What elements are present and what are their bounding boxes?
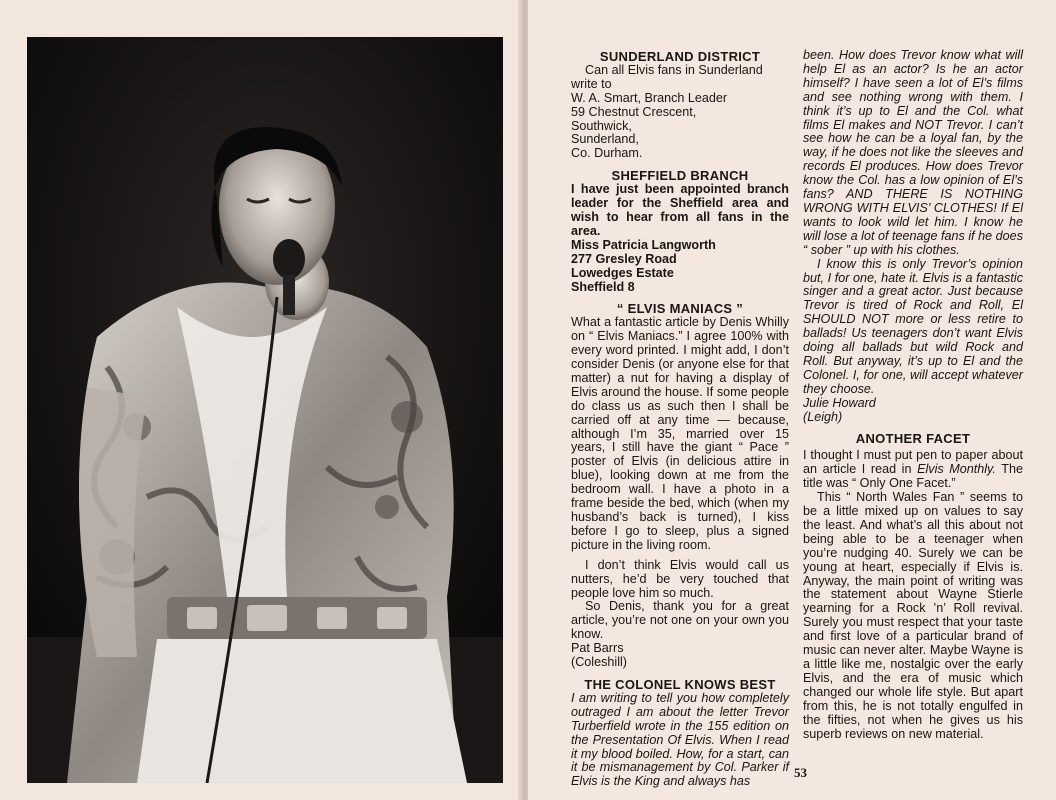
signature-place: (Coleshill): [571, 655, 627, 670]
sheffield-address: [571, 239, 789, 295]
heading-sheffield: SHEFFIELD BRANCH: [611, 168, 749, 184]
maniacs-para-1: What a fantastic article by Denis Whilly on “ Elvis Maniacs.” I agree 100% with every word printed. I might add, I don’t consider Denis (or anyone else for that matter) a nut for having a display of Elvis around the house. If some people do class us as such then I shall be carried off at any time — because, although I’m 35, married over 15 years, I still have the giant “ Pace ” poster of Elvis (in delicious attire in blue), looking down at me from the bedroom wall. I have a photo in a frame beside the bed, which (when my husband’s back is turned), I kiss before I go to sleep, plus a signed picture in the living room.: [571, 315, 789, 552]
photo-illustration: [27, 37, 503, 783]
left-page: [0, 0, 522, 800]
facet-para-1-post: The title was “ Only One Facet.”: [803, 462, 1023, 491]
address-line: Sheffield 8: [571, 279, 635, 294]
address-line: Sunderland,: [571, 132, 639, 147]
colonel-para-2: I know this is only Trevor’s opinion but, I for one, hate it. Elvis is a fantastic singer and a great actor. Just because Trevor is tired of Rock and Roll, El SHOULD NOT more or less retire to ballads! Us teenagers don’t want Elvis doing all ballads but wild Rock and Roll. But anyway, it’s up to El and the Colonel. I, for one, will accept whatever they choose.: [803, 256, 1023, 396]
sunderland-address: [571, 92, 789, 162]
colonel-continued: been. How does Trevor know what will help El as an actor? Is he an actor himself? I have seen a lot of El’s films and see nothing wrong with them. I think it’s up to El and the Col. what films El makes and NOT Trevor. I can’t see how he can be a loyal fan, by the way, if he does not like the sleeves and records El produces. How does Trevor know the Col. has a low opinion of El’s fans? AND THERE IS NOTHING WRONG WITH ELVIS’ CLOTHES! If El wants to look wild let him. I know he will lose a lot of teenage fans if he does “ sober ” up with his clothes.: [803, 48, 1023, 257]
address-line: Southwick,: [571, 118, 632, 133]
maniacs-signature: [571, 642, 789, 670]
facet-para-2: This “ North Wales Fan ” seems to be a little mixed up on values to say the least. And what’s all this about not being able to be a teenager when you’re nudging 40. Surely we can be young at heart, especially if Elvis is. Anyway, the main point of writing was the statement about Wayne Stierle yearning for a Rock ’n’ Roll revival. Surely you must respect that your taste and first love of a particular brand of music can never alter. Maybe Wayne is a little like me, nostalgic over the early Elvis, and the era of music which changed our whole life style. But apart from this, he is not totally engulfed in the fifties, not when he gives us his superb reviews on new material.: [803, 490, 1023, 741]
column-2: [803, 49, 1023, 741]
facet-para-1-pre: I thought I must put pen to paper about an article I read in: [803, 448, 1023, 477]
facet-magazine-title: Elvis Monthly.: [917, 462, 996, 477]
heading-sunderland: SUNDERLAND DISTRICT: [599, 49, 761, 64]
heading-colonel: THE COLONEL KNOWS BEST: [584, 676, 776, 692]
address-line: Co. Durham.: [571, 146, 643, 161]
concert-photo: [27, 37, 503, 783]
heading-another-facet: ANOTHER FACET: [855, 431, 971, 447]
address-line: 277 Gresley Road: [571, 251, 677, 266]
signature-name: Pat Barrs: [571, 641, 624, 656]
page-number: 53: [794, 765, 807, 780]
facet-para-1: [803, 449, 1023, 491]
maniacs-para-3: So Denis, thank you for a great article, you’re not one on your own you know.: [571, 599, 789, 642]
colonel-signature: [803, 397, 1023, 425]
colonel-para-1: I am writing to tell you how completely outraged I am about the letter Trevor Turberfield wrote in the 155 edition on the Presentation Of Elvis. When I read it my blood boiled. How, for a start, can it be mismanagement by Col. Parker if Elvis is the King and always has: [571, 690, 789, 789]
heading-elvis-maniacs: “ ELVIS MANIACS ”: [616, 301, 744, 317]
address-line: Miss Patricia Langworth: [571, 237, 716, 252]
address-line: 59 Chestnut Crescent,: [571, 104, 697, 119]
sunderland-intro: Can all Elvis fans in Sunderland write to: [571, 62, 763, 91]
column-1: [571, 50, 789, 789]
address-line: W. A. Smart, Branch Leader: [571, 90, 728, 105]
signature-place: (Leigh): [803, 409, 843, 424]
maniacs-para-2: I don’t think Elvis would call us nutters, he’d be very touched that people love him so much.: [571, 557, 789, 600]
signature-name: Julie Howard: [803, 395, 876, 410]
sheffield-body: I have just been appointed branch leader for the Sheffield area and wish to hear from all fans in the area.: [571, 182, 789, 238]
address-line: Lowedges Estate: [571, 265, 674, 280]
